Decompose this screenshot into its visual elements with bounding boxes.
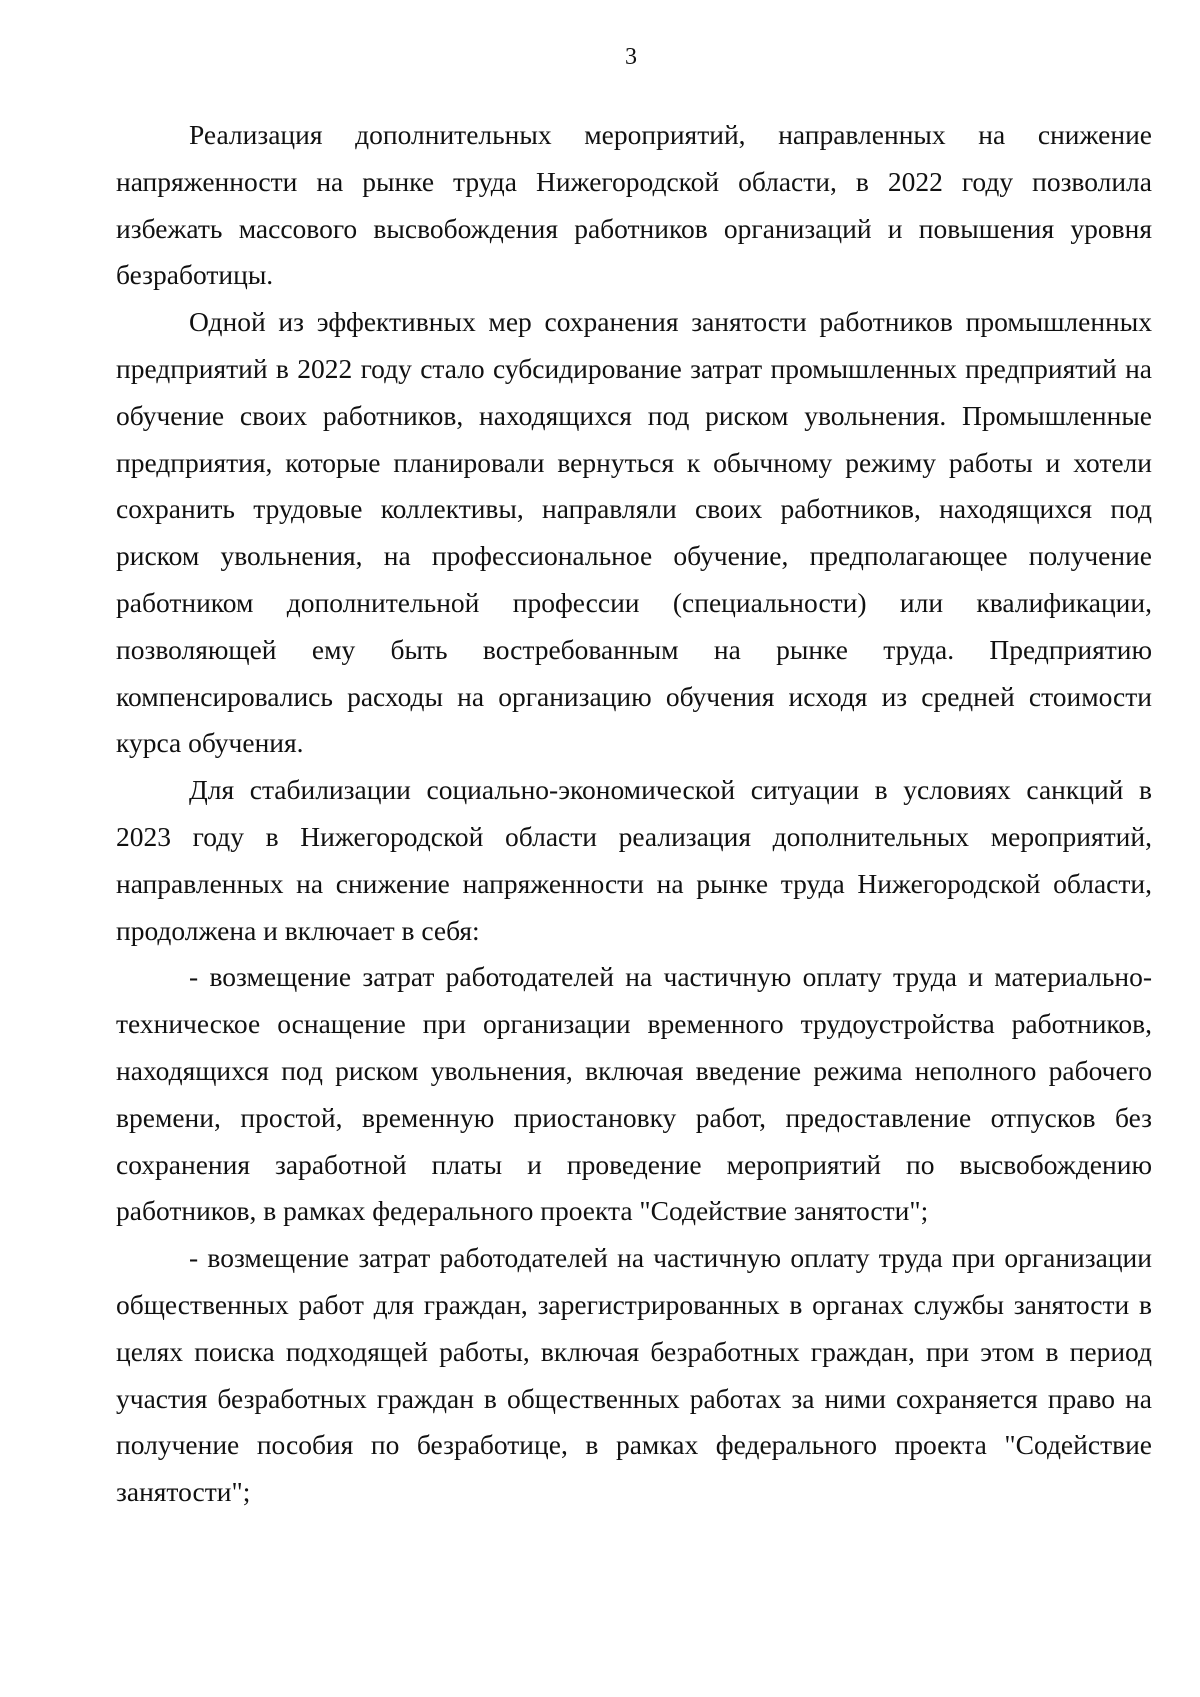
list-item-public-works: - возмещение затрат работодателей на частичную оплату труда при организации общественных работ для граждан, зарегистрированных в органах службы занятости в целях поиска подходящей работы, включая безработных граждан, при этом в период участия безработных граждан в общественных работах за ними сохраняется право на получение пособия по безработице, в рамках федерального проекта "Содействие занятости"; [116,1242,1152,1508]
document-body [116,112,1152,1516]
paragraph-training-subsidy: Одной из эффективных мер сохранения занятости работников промышленных предприятий в 2022 году стало субсидирование затрат промышленных предприятий на обучение своих работников, находящихся под риском увольнения. Промышленные предприятия, которые планировали вернуться к обычному режиму работы и хотели сохранить трудовые коллективы, направляли своих работников, находящихся под риском увольнения, на профессиональное обучение, предполагающее получение работником дополнительной профессии (специальности) или квалификации, позволяющей ему быть востребованным на рынке труда. Предприятию компенсировались расходы на организацию обучения исходя из средней стоимости курса обучения. [116,306,1152,759]
list-item-temporary-employment: - возмещение затрат работодателей на частичную оплату труда и материально-техническое оснащение при организации временного трудоустройства работников, находящихся под риском увольнения, включая введение режима неполного рабочего времени, простой, временную приостановку работ, предоставление отпусков без сохранения заработной платы и проведение мероприятий по высвобождению работников, в рамках федерального проекта "Содействие занятости"; [116,961,1152,1227]
paragraph-results-2022: Реализация дополнительных мероприятий, направленных на снижение напряженности на рынке труда Нижегородской области, в 2022 году позволила избежать массового высвобождения работников организаций и повышения уровня безработицы. [116,119,1152,291]
paragraph-stabilization-2023: Для стабилизации социально-экономической ситуации в условиях санкций в 2023 году в Нижегородской области реализация дополнительных мероприятий, направленных на снижение напряженности на рынке труда Нижегородской области, продолжена и включает в себя: [116,774,1152,946]
page-number: 3 [625,44,637,70]
